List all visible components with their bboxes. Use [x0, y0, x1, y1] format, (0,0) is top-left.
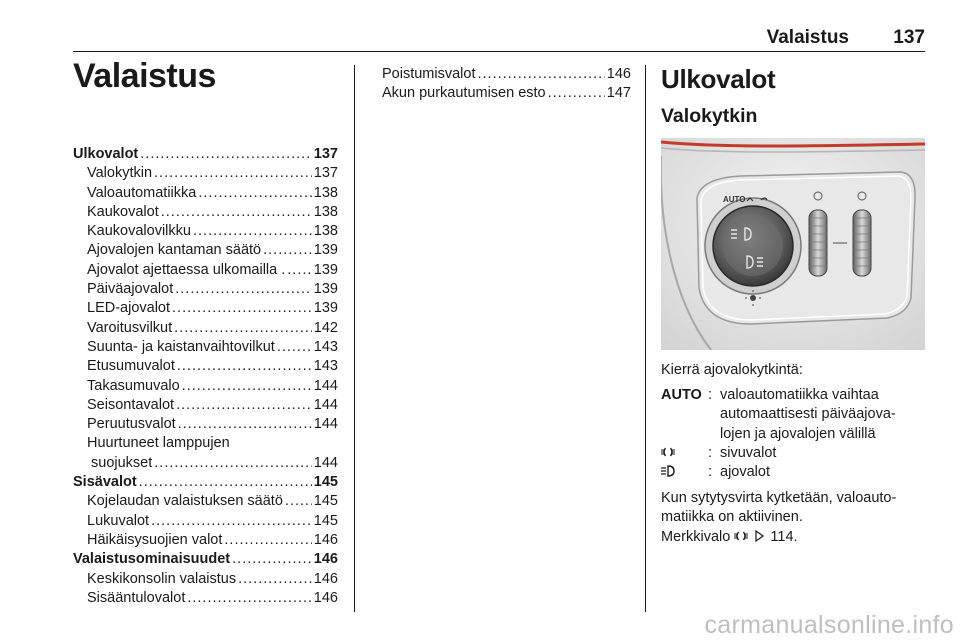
toc-entry-label: Etusumuvalot: [87, 358, 175, 375]
toc-entry-page: 146: [313, 570, 338, 587]
toc-entry-page: 139: [313, 242, 338, 259]
toc-entry-label: Kojelaudan valaistuksen säätö: [87, 493, 283, 510]
toc-entry-label: LED-ajovalot: [87, 300, 171, 317]
toc-entry-page: 143: [313, 358, 338, 375]
definition-colon: :: [708, 387, 713, 403]
toc-entry-label: Sisääntulovalot: [87, 589, 186, 606]
toc-entry[interactable]: [368, 65, 631, 84]
toc-entry[interactable]: [73, 357, 338, 376]
toc-entry[interactable]: [368, 84, 631, 103]
toc-entry-page: 137: [313, 165, 338, 182]
toc-entry[interactable]: [73, 396, 338, 415]
column-divider: [354, 65, 355, 612]
toc-leader-dots: [154, 164, 312, 183]
parking-light-icon: [734, 529, 752, 545]
toc-leader-dots: [151, 512, 312, 531]
toc-leader-dots: [263, 241, 312, 260]
definition-description: ajovalot: [720, 464, 770, 481]
toc-entry-page: 146: [313, 531, 338, 548]
toc-leader-dots: [172, 299, 312, 318]
toc-entry-page: 139: [313, 261, 338, 278]
toc-entry[interactable]: [73, 299, 338, 318]
toc-leader-dots: [285, 492, 312, 511]
toc-entry-label: Valokytkin: [87, 165, 153, 182]
toc-leader-dots: [238, 570, 312, 589]
toc-entry-label: Ulkovalot: [73, 146, 139, 162]
toc-leader-dots: [177, 357, 312, 376]
toc-entry-page: 144: [313, 416, 338, 433]
toc-leader-dots: [477, 65, 604, 84]
toc-entry-label: Takasumuvalo: [87, 377, 180, 394]
definition-row-auto: [661, 386, 926, 444]
toc-leader-dots: [174, 319, 312, 338]
toc-leader-dots: [548, 84, 605, 103]
low-beam-icon: [661, 463, 708, 482]
page-number: 137: [893, 27, 925, 48]
page-reference-arrow-icon: [752, 529, 770, 545]
definition-list: [661, 386, 926, 482]
toc-leader-dots: [161, 203, 312, 222]
toc-title: Valaistus: [73, 57, 216, 95]
definition-colon: :: [708, 464, 713, 481]
toc-entry-page: 137: [313, 146, 338, 162]
definition-line: automaattisesti päiväajova-: [720, 406, 896, 423]
toc-entry-label: Kaukovalot: [87, 203, 159, 220]
paragraph-indicator-text: Merkkivalo: [661, 529, 731, 545]
toc-entry-page: 145: [313, 512, 338, 529]
parking-light-icon: [661, 444, 708, 463]
toc-leader-dots: [154, 454, 312, 473]
toc-entry-label: Poistumisvalot: [382, 66, 476, 82]
toc-entry[interactable]: [73, 222, 338, 241]
toc-column-2: [368, 65, 631, 104]
toc-entry-label: Kaukovalovilkku: [87, 223, 191, 240]
toc-entry-page: 138: [313, 223, 338, 240]
toc-entry[interactable]: [73, 338, 338, 357]
toc-leader-dots: [232, 550, 312, 569]
section-title: Ulkovalot: [661, 64, 776, 94]
definition-colon: :: [708, 444, 713, 461]
toc-entry[interactable]: [73, 377, 338, 396]
toc-entry[interactable]: [73, 280, 338, 299]
toc-entry[interactable]: [73, 184, 338, 203]
toc-entry[interactable]: [73, 319, 338, 338]
column-divider: [645, 65, 646, 612]
switch-auto-label: AUTO: [723, 195, 746, 204]
toc-entry-label: Sisävalot: [73, 474, 137, 491]
toc-entry-continued[interactable]: [73, 454, 338, 473]
toc-leader-dots: [198, 184, 311, 203]
toc-column-1: [73, 145, 338, 608]
paragraph-auto-info: Kun sytytysvirta kytketään, valoauto-matiikka on aktiivinen.: [661, 490, 897, 526]
toc-entry-page: 142: [313, 319, 338, 336]
paragraph-indicator: [661, 528, 926, 547]
toc-entry-label: Valaistusominaisuudet: [73, 551, 231, 568]
toc-entry-label: Huurtuneet lamppujen: [87, 435, 230, 452]
toc-leader-dots: [277, 338, 312, 357]
toc-entry[interactable]: [73, 415, 338, 434]
toc-leader-dots: [140, 145, 312, 164]
page-reference[interactable]: 114.: [770, 529, 798, 545]
toc-entry-page: 138: [313, 203, 338, 220]
toc-section-entry[interactable]: [73, 550, 338, 569]
toc-leader-dots: [139, 473, 312, 492]
toc-leader-dots: [224, 531, 311, 550]
toc-entry-page: 146: [313, 589, 338, 606]
toc-leader-dots: [287, 261, 312, 280]
toc-entry-label: Lukuvalot: [87, 512, 150, 529]
definition-row-parking: [661, 444, 926, 463]
definition-term: AUTO: [661, 387, 702, 403]
definition-line: valoautomatiikka vaihtaa: [720, 387, 879, 403]
toc-entry-page: 145: [313, 474, 338, 491]
toc-entry[interactable]: [73, 589, 338, 608]
definition-row-lowbeam: [661, 463, 926, 482]
toc-entry-page: 143: [313, 338, 338, 355]
toc-entry-label: Akun purkautumisen esto: [382, 85, 546, 102]
toc-leader-dots: [175, 280, 312, 299]
definition-description: [720, 386, 926, 444]
toc-entry-page: 139: [313, 281, 338, 298]
toc-leader-dots: [187, 589, 311, 608]
definition-line: lojen ja ajovalojen välillä: [720, 425, 876, 442]
toc-entry-label: Suunta- ja kaistanvaihtovilkut: [87, 338, 275, 355]
toc-leader-dots: [176, 396, 312, 415]
toc-leader-dots: [193, 222, 312, 241]
toc-entry[interactable]: [73, 531, 338, 550]
toc-entry-label: Peruutusvalot: [87, 416, 176, 433]
toc-entry-label: Keskikonsolin valaistus: [87, 570, 237, 587]
toc-entry-label: Valoautomatiikka: [87, 184, 197, 201]
toc-leader-dots: [182, 377, 312, 396]
toc-entry-page: 147: [606, 85, 631, 102]
toc-entry-page: 146: [313, 551, 338, 568]
header-rule: [73, 51, 925, 52]
toc-entry-label: suojukset: [91, 454, 153, 471]
toc-section-entry[interactable]: [73, 473, 338, 492]
toc-entry[interactable]: [73, 241, 338, 260]
toc-entry-page: 144: [313, 377, 338, 394]
toc-entry[interactable]: [73, 261, 338, 280]
toc-section-entry[interactable]: [73, 145, 338, 164]
figure-caption: Kierrä ajovalokytkintä:: [661, 362, 803, 378]
watermark: carmanualsonline.info: [704, 611, 954, 639]
light-switch-illustration: [661, 138, 925, 350]
toc-entry-page: 146: [606, 66, 631, 82]
toc-entry-label: Ajovalot ajettaessa ulkomailla .: [87, 261, 286, 278]
toc-entry-label: Varoitusvilkut: [87, 319, 173, 336]
toc-entry-page: 144: [313, 454, 338, 471]
toc-entry[interactable]: [73, 434, 338, 453]
toc-entry-label: Seisontavalot: [87, 396, 175, 413]
toc-entry-label: Ajovalojen kantaman säätö: [87, 242, 262, 259]
toc-entry[interactable]: [73, 570, 338, 589]
toc-entry-page: 144: [313, 396, 338, 413]
toc-entry[interactable]: [73, 203, 338, 222]
toc-entry-label: Päiväajovalot: [87, 281, 174, 298]
definition-description: sivuvalot: [720, 444, 777, 461]
running-head-title: Valaistus: [766, 27, 849, 48]
light-switch-figure: [661, 138, 925, 350]
subsection-title: Valokytkin: [661, 105, 758, 127]
toc-entry[interactable]: [73, 492, 338, 511]
toc-leader-dots: [178, 415, 312, 434]
running-head: [640, 27, 925, 51]
toc-entry-page: 145: [313, 493, 338, 510]
toc-entry-page: 138: [313, 184, 338, 201]
toc-entry[interactable]: [73, 164, 338, 183]
toc-entry[interactable]: [73, 512, 338, 531]
toc-entry-label: Häikäisysuojien valot: [87, 531, 223, 548]
toc-entry-page: 139: [313, 300, 338, 317]
